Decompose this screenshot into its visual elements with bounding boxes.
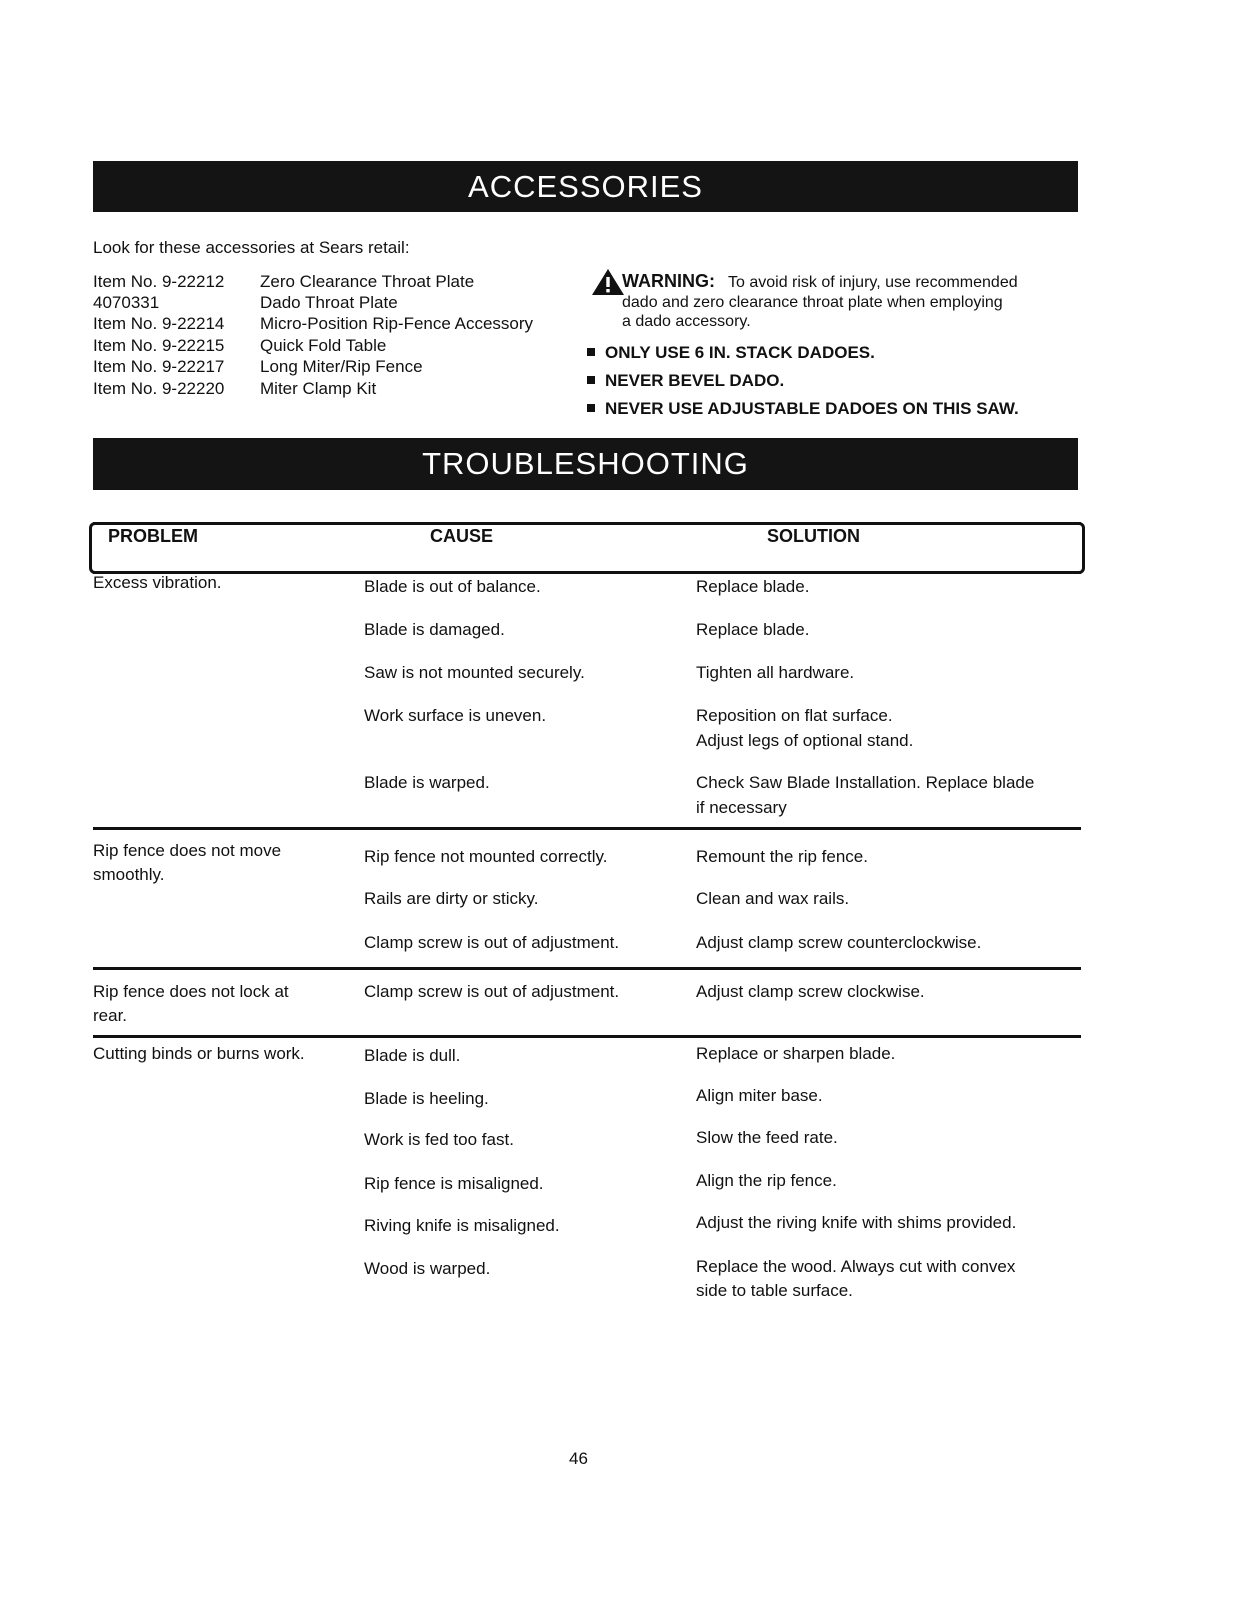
bullet-icon <box>587 348 595 356</box>
accessory-name: Dado Throat Plate <box>260 293 398 312</box>
accessory-number: 4070331 <box>93 293 160 312</box>
problem-text: Rip fence does not move <box>93 841 282 860</box>
accessory-number: Item No. 9-22215 <box>93 336 225 355</box>
solution-text: Adjust clamp screw counterclockwise. <box>696 933 982 952</box>
cause-text: Work surface is uneven. <box>364 706 547 725</box>
warning-text: To avoid risk of injury, use recommended <box>728 274 1018 291</box>
solution-text: if necessary <box>696 798 787 817</box>
page-number: 46 <box>569 1449 588 1468</box>
accessory-name: Long Miter/Rip Fence <box>260 357 423 376</box>
solution-text: Tighten all hardware. <box>696 663 855 682</box>
problem-text: Cutting binds or burns work. <box>93 1044 305 1063</box>
table-header <box>93 522 1081 574</box>
solution-text: Adjust legs of optional stand. <box>696 731 914 750</box>
solution-text: Adjust clamp screw clockwise. <box>696 982 925 1001</box>
group-divider <box>93 967 1081 970</box>
solution-text: Remount the rip fence. <box>696 847 868 866</box>
header-problem: PROBLEM <box>108 526 198 546</box>
solution-text: Align the rip fence. <box>696 1171 837 1190</box>
cause-text: Rip fence is misaligned. <box>364 1174 544 1193</box>
warning-bullet: ONLY USE 6 IN. STACK DADOES. <box>605 343 875 362</box>
accessory-name: Micro-Position Rip-Fence Accessory <box>260 314 534 333</box>
accessory-name: Zero Clearance Throat Plate <box>260 272 475 291</box>
cause-text: Riving knife is misaligned. <box>364 1216 560 1235</box>
problem-text: Excess vibration. <box>93 573 222 592</box>
solution-text: Reposition on flat surface. <box>696 706 893 725</box>
cause-text: Rails are dirty or sticky. <box>364 889 539 908</box>
cause-text: Blade is heeling. <box>364 1089 489 1108</box>
group-divider <box>93 1035 1081 1038</box>
cause-text: Wood is warped. <box>364 1259 491 1278</box>
warning-text: a dado accessory. <box>622 313 751 330</box>
problem-text: Rip fence does not lock at <box>93 982 289 1001</box>
solution-text: Replace blade. <box>696 577 810 596</box>
cause-text: Rip fence not mounted correctly. <box>364 847 608 866</box>
accessory-number: Item No. 9-22220 <box>93 379 225 398</box>
bullet-icon <box>587 376 595 384</box>
solution-text: Clean and wax rails. <box>696 889 850 908</box>
cause-text: Clamp screw is out of adjustment. <box>364 982 620 1001</box>
accessory-number: Item No. 9-22217 <box>93 357 225 376</box>
bullet-icon <box>587 404 595 412</box>
accessory-name: Quick Fold Table <box>260 336 387 355</box>
cause-text: Blade is damaged. <box>364 620 505 639</box>
group-divider <box>93 827 1081 830</box>
warning-label: WARNING: <box>622 271 715 291</box>
warning-bullet: NEVER BEVEL DADO. <box>605 371 785 390</box>
solution-text: side to table surface. <box>696 1281 853 1300</box>
problem-text: smoothly. <box>93 865 165 884</box>
cause-text: Blade is out of balance. <box>364 577 541 596</box>
accessories-title: ACCESSORIES <box>93 161 1078 212</box>
accessory-name: Miter Clamp Kit <box>260 379 377 398</box>
warning-bullet: NEVER USE ADJUSTABLE DADOES ON THIS SAW. <box>605 399 1019 418</box>
solution-text: Check Saw Blade Installation. Replace blade <box>696 773 1035 792</box>
accessories-intro: Look for these accessories at Sears retail: <box>93 238 410 257</box>
header-cause: CAUSE <box>430 526 494 546</box>
solution-text: Adjust the riving knife with shims provided. <box>696 1213 1017 1232</box>
problem-text: rear. <box>93 1006 128 1025</box>
solution-text: Align miter base. <box>696 1086 823 1105</box>
solution-text: Replace the wood. Always cut with convex <box>696 1257 1016 1276</box>
accessory-number: Item No. 9-22214 <box>93 314 225 333</box>
cause-text: Saw is not mounted securely. <box>364 663 585 682</box>
cause-text: Blade is dull. <box>364 1046 461 1065</box>
solution-text: Replace or sharpen blade. <box>696 1044 896 1063</box>
cause-text: Blade is warped. <box>364 773 490 792</box>
warning-icon <box>591 268 625 296</box>
troubleshooting-title: TROUBLESHOOTING <box>93 438 1078 490</box>
cause-text: Clamp screw is out of adjustment. <box>364 933 620 952</box>
cause-text: Work is fed too fast. <box>364 1130 514 1149</box>
header-solution: SOLUTION <box>767 526 860 546</box>
warning-text: dado and zero clearance throat plate when employing <box>622 294 1003 311</box>
accessory-number: Item No. 9-22212 <box>93 272 225 291</box>
solution-text: Slow the feed rate. <box>696 1128 838 1147</box>
solution-text: Replace blade. <box>696 620 810 639</box>
